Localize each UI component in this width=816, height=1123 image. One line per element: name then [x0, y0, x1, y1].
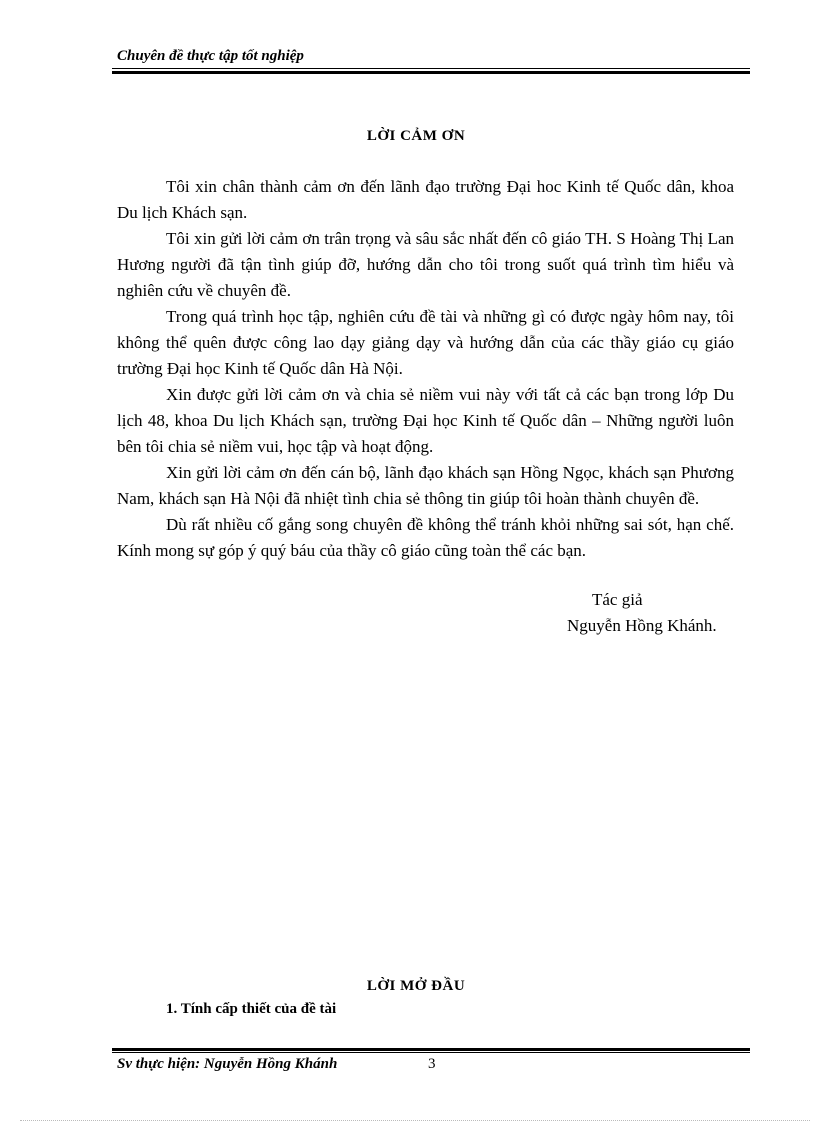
footer-rule-thick [112, 1048, 750, 1051]
paragraph: Xin được gửi lời cảm ơn và chia sẻ niềm vui này với tất cả các bạn trong lớp Du lịch 48, khoa Du lịch Khách sạn, trường Đại học Kinh tế Quốc dân – Những người luôn bên tôi chia sẻ niềm vui, học tập và hoạt động. [117, 385, 734, 456]
section-heading: 1. Tính cấp thiết của đề tài [166, 1001, 337, 1017]
paragraph: Trong quá trình học tập, nghiên cứu đề tài và những gì có được ngày hôm nay, tôi không thể quên được công lao dạy giảng dạy và hướng dẫn của các thầy giáo cụ giáo trường Đại học Kinh tế Quốc dân Hà Nội. [117, 307, 734, 378]
introduction-title: LỜI MỞ ĐẦU [366, 978, 466, 994]
acknowledgement-title: LỜI CẢM ƠN [366, 128, 466, 144]
page-edge-divider [20, 1120, 810, 1121]
signature-name: Nguyễn Hồng Khánh. [567, 616, 717, 635]
header-rule-thick [112, 71, 750, 74]
paragraph: Tôi xin gửi lời cảm ơn trân trọng và sâu sắc nhất đến cô giáo TH. S Hoàng Thị Lan Hương người đã tận tình giúp đỡ, hướng dẫn cho tôi trong suốt quá trình tìm hiểu và nghiên cứu về chuyên đề. [117, 229, 734, 300]
paragraph: Dù rất nhiều cố gắng song chuyên đề không thể tránh khỏi những sai sót, hạn chế. Kính mong sự góp ý quý báu của thầy cô giáo cũng toàn thể các bạn. [117, 515, 734, 560]
footer-author: Sv thực hiện: Nguyễn Hồng Khánh [117, 1056, 338, 1072]
page-number: 3 [428, 1056, 436, 1072]
header-rule-thin [112, 68, 750, 69]
signature-role: Tác giả [592, 590, 643, 609]
paragraph: Xin gửi lời cảm ơn đến cán bộ, lãnh đạo khách sạn Hồng Ngọc, khách sạn Phương Nam, khách sạn Hà Nội đã nhiệt tình chia sẻ thông tin giúp tôi hoàn thành chuyên đề. [117, 463, 734, 508]
paragraph: Tôi xin chân thành cảm ơn đến lãnh đạo trường Đại hoc Kinh tế Quốc dân, khoa Du lịch Khách sạn. [117, 177, 734, 222]
acknowledgement-body [117, 174, 734, 564]
header-title: Chuyên đề thực tập tốt nghiệp [117, 48, 304, 64]
footer-rule-thin [112, 1052, 750, 1053]
